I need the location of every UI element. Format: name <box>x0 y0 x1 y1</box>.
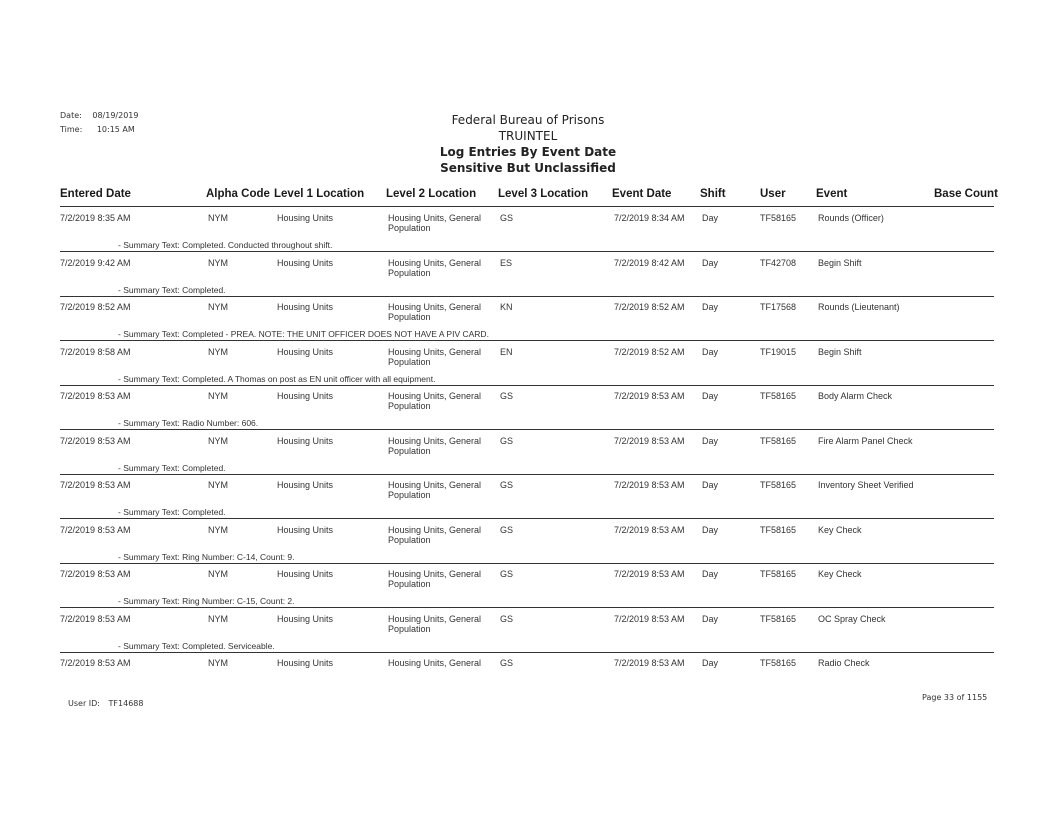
cell-event: Key Check <box>818 525 862 535</box>
row-divider <box>60 652 994 653</box>
date-label: Date: <box>60 111 82 120</box>
cell-event: Rounds (Officer) <box>818 213 884 223</box>
cell-entered: 7/2/2019 8:52 AM <box>60 302 131 312</box>
cell-event: Fire Alarm Panel Check <box>818 436 913 446</box>
cell-loc2: Housing Units, General Population <box>388 569 482 589</box>
cell-alpha: NYM <box>208 391 228 401</box>
report-time <box>60 125 135 134</box>
row-summary: - Summary Text: Completed. Serviceable. <box>118 641 275 651</box>
cell-loc1: Housing Units <box>277 525 334 535</box>
cell-event: Begin Shift <box>818 347 862 357</box>
cell-loc3: EN <box>500 347 513 357</box>
title-report-name: Log Entries By Event Date <box>439 145 617 159</box>
col-level1-location: Level 1 Location <box>274 188 365 200</box>
row-summary: - Summary Text: Completed. A Thomas on post as EN unit officer with all equipment. <box>118 374 436 384</box>
cell-event-date: 7/2/2019 8:53 AM <box>614 525 685 535</box>
cell-alpha: NYM <box>208 436 228 446</box>
col-alpha-code: Alpha Code <box>206 188 270 200</box>
cell-loc3: GS <box>500 614 514 624</box>
cell-loc1: Housing Units <box>277 614 334 624</box>
row-divider <box>60 429 994 430</box>
report-date <box>60 111 138 120</box>
cell-loc2: Housing Units, General Population <box>388 347 482 367</box>
cell-loc3: GS <box>500 436 514 446</box>
cell-user: TF42708 <box>760 258 797 268</box>
cell-entered: 7/2/2019 9:42 AM <box>60 258 131 268</box>
col-base-count: Base Count <box>934 188 998 200</box>
row-divider <box>60 607 994 608</box>
cell-entered: 7/2/2019 8:53 AM <box>60 436 131 446</box>
cell-alpha: NYM <box>208 480 228 490</box>
cell-loc2: Housing Units, General Population <box>388 436 482 456</box>
cell-shift: Day <box>702 614 719 624</box>
cell-shift: Day <box>702 302 719 312</box>
time-label: Time: <box>60 125 83 134</box>
cell-user: TF58165 <box>760 213 797 223</box>
cell-loc1: Housing Units <box>277 258 334 268</box>
cell-shift: Day <box>702 391 719 401</box>
cell-entered: 7/2/2019 8:53 AM <box>60 658 131 668</box>
cell-entered: 7/2/2019 8:35 AM <box>60 213 131 223</box>
cell-event: Rounds (Lieutenant) <box>818 302 900 312</box>
row-summary: - Summary Text: Completed - PREA. NOTE: THE UNIT OFFICER DOES NOT HAVE A PIV CARD. <box>118 329 489 339</box>
user-id-value: TF14688 <box>108 699 144 708</box>
date-value: 08/19/2019 <box>92 111 139 120</box>
cell-event: OC Spray Check <box>818 614 886 624</box>
cell-alpha: NYM <box>208 302 228 312</box>
cell-event-date: 7/2/2019 8:53 AM <box>614 569 685 579</box>
cell-loc3: GS <box>500 213 514 223</box>
cell-loc2: Housing Units, General Population <box>388 614 482 634</box>
cell-alpha: NYM <box>208 569 228 579</box>
cell-alpha: NYM <box>208 347 228 357</box>
cell-user: TF58165 <box>760 480 797 490</box>
cell-user: TF58165 <box>760 569 797 579</box>
cell-event-date: 7/2/2019 8:53 AM <box>614 391 685 401</box>
cell-shift: Day <box>702 347 719 357</box>
cell-entered: 7/2/2019 8:53 AM <box>60 391 131 401</box>
row-divider <box>60 518 994 519</box>
col-level2-location: Level 2 Location <box>386 188 477 200</box>
cell-shift: Day <box>702 480 719 490</box>
cell-event: Begin Shift <box>818 258 862 268</box>
cell-event-date: 7/2/2019 8:42 AM <box>614 258 685 268</box>
cell-loc1: Housing Units <box>277 569 334 579</box>
cell-loc3: GS <box>500 480 514 490</box>
row-summary: - Summary Text: Ring Number: C-14, Count: 9. <box>118 552 295 562</box>
row-summary: - Summary Text: Completed. <box>118 285 226 295</box>
time-value: 10:15 AM <box>96 125 135 134</box>
cell-loc1: Housing Units <box>277 347 334 357</box>
cell-shift: Day <box>702 525 719 535</box>
cell-loc3: GS <box>500 658 514 668</box>
cell-loc2: Housing Units, General Population <box>388 391 482 411</box>
cell-loc3: ES <box>500 258 513 268</box>
cell-user: TF17568 <box>760 302 797 312</box>
user-id-label: User ID: <box>68 699 100 708</box>
cell-loc2: Housing Units, General <box>388 658 482 668</box>
cell-loc3: GS <box>500 391 514 401</box>
cell-shift: Day <box>702 436 719 446</box>
col-level3-location: Level 3 Location <box>498 188 589 200</box>
row-divider <box>60 340 994 341</box>
row-summary: - Summary Text: Completed. <box>118 463 226 473</box>
cell-loc2: Housing Units, General Population <box>388 258 482 278</box>
cell-user: TF58165 <box>760 614 797 624</box>
cell-event: Radio Check <box>818 658 870 668</box>
cell-event: Key Check <box>818 569 862 579</box>
cell-entered: 7/2/2019 8:53 AM <box>60 614 131 624</box>
row-summary: - Summary Text: Completed. Conducted throughout shift. <box>118 240 333 250</box>
col-event-date: Event Date <box>612 188 672 200</box>
cell-loc1: Housing Units <box>277 213 334 223</box>
cell-loc1: Housing Units <box>277 436 334 446</box>
row-divider <box>60 251 994 252</box>
row-summary: - Summary Text: Radio Number: 606. <box>118 418 259 428</box>
cell-entered: 7/2/2019 8:53 AM <box>60 569 131 579</box>
cell-event-date: 7/2/2019 8:52 AM <box>614 302 685 312</box>
cell-shift: Day <box>702 258 719 268</box>
cell-shift: Day <box>702 658 719 668</box>
col-shift: Shift <box>700 188 726 200</box>
cell-user: TF58165 <box>760 658 797 668</box>
cell-user: TF58165 <box>760 525 797 535</box>
cell-loc3: KN <box>500 302 513 312</box>
cell-loc1: Housing Units <box>277 391 334 401</box>
row-divider <box>60 563 994 564</box>
cell-event-date: 7/2/2019 8:34 AM <box>614 213 685 223</box>
cell-event-date: 7/2/2019 8:52 AM <box>614 347 685 357</box>
cell-event: Inventory Sheet Verified <box>818 480 914 490</box>
cell-user: TF19015 <box>760 347 797 357</box>
cell-loc3: GS <box>500 525 514 535</box>
col-event: Event <box>816 188 848 200</box>
col-user: User <box>760 188 786 200</box>
report-title <box>400 112 656 176</box>
cell-shift: Day <box>702 213 719 223</box>
page-number: Page 33 of 1155 <box>922 693 988 702</box>
title-agency: Federal Bureau of Prisons <box>451 113 605 127</box>
cell-loc1: Housing Units <box>277 302 334 312</box>
footer-user-id <box>68 699 143 708</box>
header-rule <box>60 206 994 207</box>
cell-loc2: Housing Units, General Population <box>388 525 482 545</box>
row-divider <box>60 385 994 386</box>
cell-loc1: Housing Units <box>277 480 334 490</box>
cell-event: Body Alarm Check <box>818 391 893 401</box>
cell-user: TF58165 <box>760 436 797 446</box>
row-divider <box>60 474 994 475</box>
cell-loc2: Housing Units, General Population <box>388 480 482 500</box>
cell-event-date: 7/2/2019 8:53 AM <box>614 614 685 624</box>
cell-loc2: Housing Units, General Population <box>388 302 482 322</box>
cell-alpha: NYM <box>208 658 228 668</box>
title-system: TRUINTEL <box>498 129 558 143</box>
cell-user: TF58165 <box>760 391 797 401</box>
cell-entered: 7/2/2019 8:53 AM <box>60 525 131 535</box>
cell-alpha: NYM <box>208 614 228 624</box>
cell-entered: 7/2/2019 8:58 AM <box>60 347 131 357</box>
cell-event-date: 7/2/2019 8:53 AM <box>614 480 685 490</box>
cell-loc2: Housing Units, General Population <box>388 213 482 233</box>
cell-shift: Day <box>702 569 719 579</box>
cell-event-date: 7/2/2019 8:53 AM <box>614 436 685 446</box>
cell-alpha: NYM <box>208 213 228 223</box>
cell-alpha: NYM <box>208 258 228 268</box>
title-classification: Sensitive But Unclassified <box>440 161 616 175</box>
cell-loc3: GS <box>500 569 514 579</box>
row-summary: - Summary Text: Ring Number: C-15, Count: 2. <box>118 596 295 606</box>
cell-entered: 7/2/2019 8:53 AM <box>60 480 131 490</box>
cell-loc1: Housing Units <box>277 658 334 668</box>
row-summary: - Summary Text: Completed. <box>118 507 226 517</box>
col-entered-date: Entered Date <box>60 188 131 200</box>
cell-event-date: 7/2/2019 8:53 AM <box>614 658 685 668</box>
cell-alpha: NYM <box>208 525 228 535</box>
row-divider <box>60 296 994 297</box>
